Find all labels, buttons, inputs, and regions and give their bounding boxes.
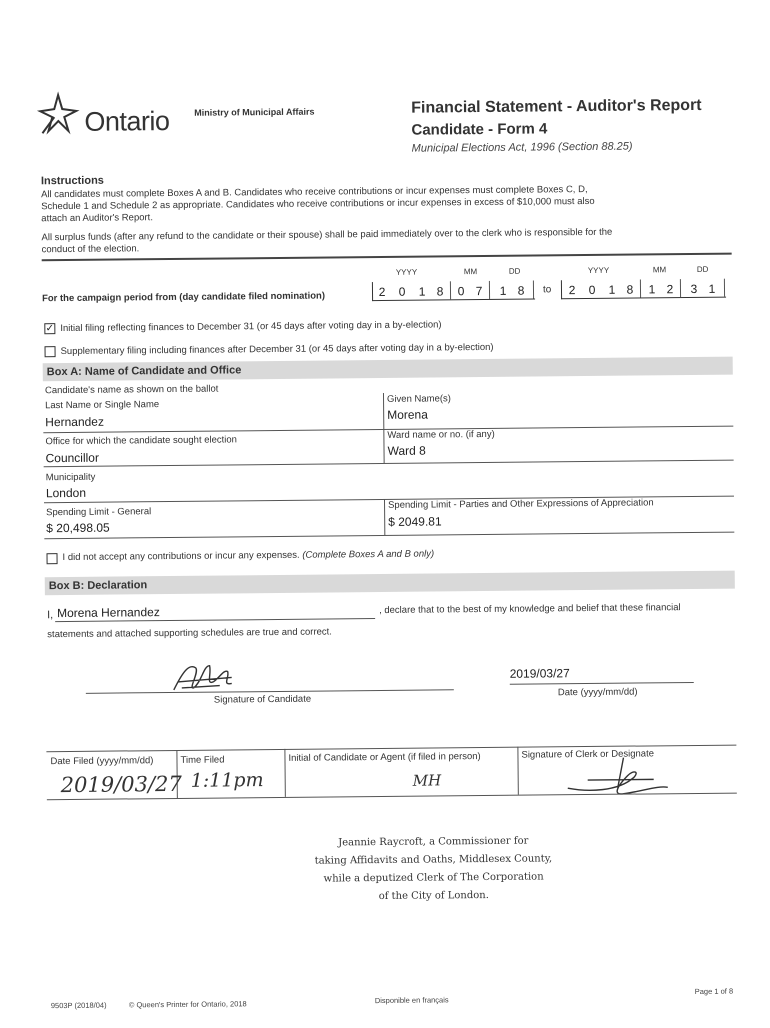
digit-separator [489,281,490,299]
from-digit: 0 [457,284,465,299]
last-name-label: Last Name or Single Name [45,399,160,412]
no-contributions-text: I did not accept any contributions or incur any expenses. [62,549,300,564]
given-name-value[interactable]: Morena [387,407,428,422]
limit-general-label: Spending Limit - General [46,506,152,519]
initial-label: Initial of Candidate or Agent (if filed in person) [288,751,481,764]
from-date-field[interactable] [372,281,535,302]
field-divider [384,499,385,535]
commissioner-stamp [303,832,564,906]
form-title: Financial Statement - Auditor's Report [411,96,702,117]
to-dd-label: DD [696,264,709,274]
last-name-value[interactable]: Hernandez [45,414,105,430]
from-mm-label: MM [463,267,478,277]
digit-separator [533,281,534,299]
to-digit: 1 [608,282,616,297]
declarant-name[interactable]: Morena Hernandez [57,605,160,621]
supplementary-filing-label: Supplementary filing including finances after December 31 (or 45 days after voting day in a by-election) [60,341,494,358]
date-rule [510,682,694,685]
from-digit: 8 [517,283,525,298]
no-contributions-note: (Complete Boxes A and B only) [302,548,435,561]
from-digit: 1 [418,284,426,299]
instructions-p2-line1: All surplus funds (after any refund to the candidate or their spouse) shall be paid immediately over to the clerk who is responsible for the [41,226,613,244]
limit-general-value[interactable]: $ 20,498.05 [46,520,110,536]
table-divider [517,747,518,795]
to-label: to [542,284,552,296]
digit-separator [680,279,681,297]
clerk-signature-label: Signature of Clerk or Designate [521,748,655,761]
signature-label: Signature of Candidate [213,693,312,706]
to-mm-label: MM [652,265,667,275]
declaration-text: , declare that to the best of my knowledge and belief that these financial [379,602,681,617]
form-number: 9503P (2018/04) [50,1000,107,1011]
stamp-line-3: while a deputized Clerk of The Corporation [323,871,544,885]
from-digit: 0 [398,284,406,299]
instructions-p1-line3: attach an Auditor's Report. [41,212,154,225]
initial-filing-label: Initial filing reflecting finances to December 31 (or 45 days after voting day in a by-election) [60,319,442,335]
stamp-line-2: taking Affidavits and Oaths, Middlesex County, [314,853,553,867]
time-filed-value[interactable]: 1:11pm [190,769,264,792]
ontario-trillium-logo [34,91,86,137]
date-label: Date (yyyy/mm/dd) [557,686,638,699]
initial-value[interactable]: MH [412,771,442,790]
page-number: Page 1 of 8 [694,986,734,997]
date-filed-label: Date Filed (yyyy/mm/dd) [50,755,154,768]
ministry-name: Ministry of Municipal Affairs [194,106,315,118]
digit-separator [450,281,451,299]
municipality-value[interactable]: London [45,485,87,501]
ballot-name-label: Candidate's name as shown on the ballot [44,383,219,397]
from-digit: 7 [475,284,483,299]
from-yyyy-label: YYYY [395,267,418,277]
section-divider [42,253,732,262]
declaration-date[interactable]: 2019/03/27 [509,666,570,681]
supplementary-filing-checkbox[interactable] [45,346,56,357]
instructions-p1-line2: Schedule 1 and Schedule 2 as appropriate. Candidates who receive contributions or incur expenses in excess of $10,000 must also [41,195,595,213]
logo-text: Ontario [84,106,170,137]
field-divider [383,429,384,463]
to-date-field[interactable] [561,279,726,300]
form-act: Municipal Elections Act, 1996 (Section 88.25) [411,140,633,155]
limit-parties-label: Spending Limit - Parties and Other Expressions of Appreciation [387,497,654,511]
ward-label: Ward name or no. (if any) [387,428,495,441]
box-b-heading: Box B: Declaration [45,571,735,596]
to-digit: 2 [666,282,674,297]
form-subtitle: Candidate - Form 4 [411,120,548,139]
stamp-line-4: of the City of London. [378,889,489,903]
initial-filing-checkbox[interactable]: ✓ [45,323,55,335]
field-rule [44,460,734,468]
field-rule [44,532,734,540]
to-digit: 2 [568,283,576,298]
field-divider [383,393,384,429]
municipality-label: Municipality [45,471,96,484]
digit-separator [724,279,725,297]
copyright: © Queen's Printer for Ontario, 2018 [128,999,247,1010]
to-digit: 8 [626,282,634,297]
from-digit: 8 [436,284,444,299]
office-value[interactable]: Councillor [45,450,100,466]
instructions-heading: Instructions [40,174,104,188]
time-filed-label: Time Filed [180,754,225,766]
from-dd-label: DD [508,266,521,276]
no-contributions-checkbox[interactable] [46,553,57,564]
from-digit: 2 [378,284,386,300]
table-divider [284,749,285,797]
date-filed-value[interactable]: 2019/03/27 [60,771,182,798]
from-digit: 1 [499,283,507,298]
to-digit: 1 [708,281,716,296]
period-label: For the campaign period from (day candidate filed nomination) [41,290,326,305]
office-label: Office for which the candidate sought election [45,434,238,448]
limit-parties-value[interactable]: $ 2049.81 [388,514,442,529]
given-name-label: Given Name(s) [386,393,451,405]
box-a-heading: Box A: Name of Candidate and Office [43,357,733,382]
ward-value[interactable]: Ward 8 [387,443,426,458]
stamp-line-1: Jeannie Raycroft, a Commissioner for [338,835,529,849]
to-digit: 1 [648,282,656,297]
instructions-p1-line1: All candidates must complete Boxes A and B. Candidates who receive contributions or incur expenses must complete Boxes C, D, [41,183,588,201]
french-availability: Disponible en français [374,995,449,1006]
declaration-prefix: I, [47,609,54,622]
to-yyyy-label: YYYY [587,265,610,275]
to-digit: 3 [690,281,698,297]
to-digit: 0 [588,282,596,297]
no-contributions-label [62,548,434,563]
declaration-text-2: statements and attached supporting schedules are true and correct. [47,626,332,641]
instructions-p2-line2: conduct of the election. [41,243,140,256]
digit-separator [640,279,641,297]
